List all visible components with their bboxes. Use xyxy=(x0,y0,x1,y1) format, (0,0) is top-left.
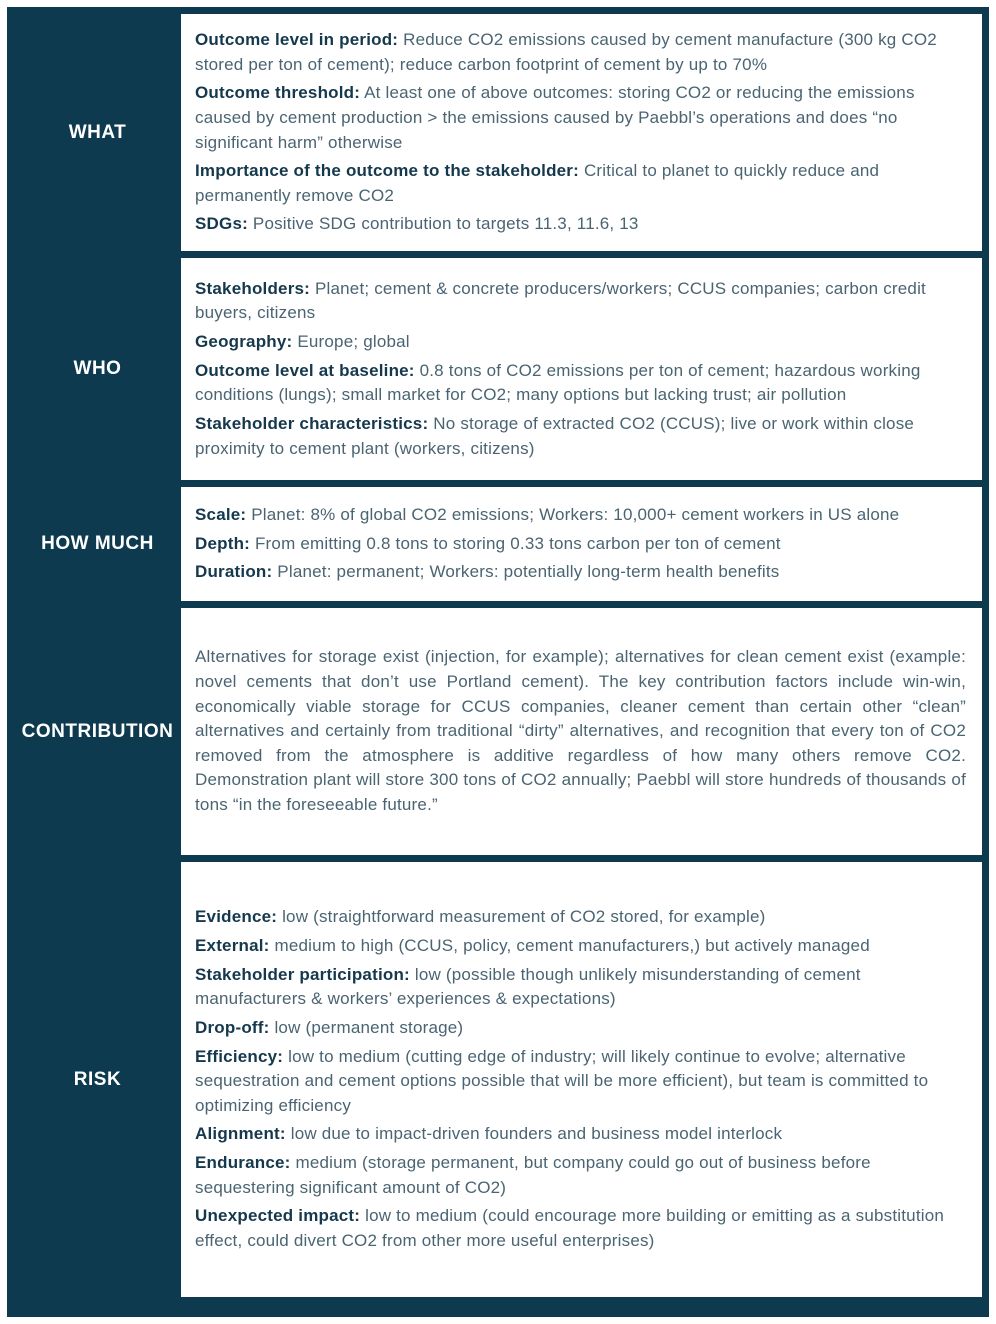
field-item xyxy=(195,1016,966,1041)
row-label-text: WHO xyxy=(73,358,122,379)
field-term: Evidence: xyxy=(195,907,278,927)
field-term: Stakeholder characteristics: xyxy=(195,413,429,433)
row-label-text: WHAT xyxy=(68,121,127,143)
field-term: Importance of the outcome to the stakeholder: xyxy=(195,161,579,181)
field-item xyxy=(195,963,966,1012)
field-term: Outcome level at baseline: xyxy=(195,360,415,380)
field-text: low due to impact-driven founders and business model interlock xyxy=(290,1124,783,1144)
field-text: From emitting 0.8 tons to storing 0.33 tons carbon per ton of cement xyxy=(254,533,781,553)
field-item xyxy=(195,1122,966,1147)
row-label-text: RISK xyxy=(73,1068,122,1090)
field-text: Alternatives for storage exist (injection, for example); alternatives for clean cement exist (example: novel cements that don’t use Portland cement). The key contribution factors include win-win, economically viable storage for CCUS companies, cleaner cement than certain other “clean” alternatives and certainly from traditional “dirty” alternatives, and recognition that every ton of CO2 removed from the atmosphere is additive regardless of how many others remove CO2. Demonstration plant will store 300 tons of CO2 annually; Paebbl will store hundreds of thousands of tons “in the foreseeable future.” xyxy=(195,647,966,815)
field-term: Duration: xyxy=(195,562,273,582)
field-term: External: xyxy=(195,935,270,955)
field-text: low to medium (cutting edge of industry; will likely continue to evolve; alternative sequestration and cement options possible that will be more efficient), but team is committed to optimizing efficiency xyxy=(195,1046,929,1115)
field-item xyxy=(195,159,966,208)
field-item xyxy=(195,905,966,930)
field-text: Reduce CO2 emissions caused by cement manufacture (300 kg CO2 stored per ton of cement); reduce carbon footprint of cement by up to 70% xyxy=(195,29,937,74)
field-text: Critical to planet to quickly reduce and permanently remove CO2 xyxy=(195,161,880,205)
table-row-what xyxy=(14,14,982,251)
field-text: Planet: permanent; Workers: potentially long-term health benefits xyxy=(277,562,780,582)
row-content-contribution xyxy=(181,608,982,855)
field-text: medium to high (CCUS, policy, cement manufacturers,) but actively managed xyxy=(274,935,870,955)
field-text: 0.8 tons of CO2 emissions per ton of cement; hazardous working conditions (lungs); small market for CO2; many options but lacking trust; air pollution xyxy=(195,360,921,405)
row-content-how-much xyxy=(181,487,982,601)
field-term: Unexpected impact: xyxy=(195,1206,361,1226)
field-text: Planet; cement & concrete producers/workers; CCUS companies; carbon credit buyers, citizens xyxy=(195,278,926,323)
table-row-risk xyxy=(14,862,982,1297)
field-item xyxy=(195,645,966,817)
field-item xyxy=(195,212,966,237)
field-text: low (permanent storage) xyxy=(274,1017,464,1037)
row-label-how-much xyxy=(14,487,181,601)
field-term: Endurance: xyxy=(195,1153,291,1173)
field-text: At least one of above outcomes: storing CO2 or reducing the emissions caused by cement production > the emissions caused by Paebbl’s operations and does “no significant harm” otherwise xyxy=(195,83,915,152)
field-term: Drop-off: xyxy=(195,1017,270,1037)
field-item xyxy=(195,1204,966,1253)
field-term: SDGs: xyxy=(195,214,248,234)
row-label-risk xyxy=(14,862,181,1297)
field-item xyxy=(195,277,966,326)
field-item xyxy=(195,412,966,461)
row-label-text: HOW MUCH xyxy=(41,533,154,554)
row-label-contribution xyxy=(14,608,181,855)
field-item xyxy=(195,81,966,155)
field-text: medium (storage permanent, but company could go out of business before sequestering significant amount of CO2) xyxy=(195,1153,871,1197)
field-term: Stakeholders: xyxy=(195,278,311,298)
field-term: Scale: xyxy=(195,505,247,525)
field-item xyxy=(195,560,966,585)
table-row-who xyxy=(14,258,982,480)
field-term: Alignment: xyxy=(195,1124,286,1144)
field-term: Outcome threshold: xyxy=(195,83,361,103)
table-row-contribution xyxy=(14,608,982,855)
field-term: Depth: xyxy=(195,533,251,553)
field-term: Efficiency: xyxy=(195,1046,284,1066)
field-text: low (straightforward measurement of CO2 stored, for example) xyxy=(282,907,766,927)
field-item xyxy=(195,28,966,77)
field-item xyxy=(195,532,966,557)
field-item xyxy=(195,1045,966,1119)
field-text: Planet: 8% of global CO2 emissions; Workers: 10,000+ cement workers in US alone xyxy=(251,505,900,525)
field-term: Stakeholder participation: xyxy=(195,964,410,984)
row-content-what xyxy=(181,14,982,251)
row-content-who xyxy=(181,258,982,480)
row-label-who xyxy=(14,258,181,480)
field-text: low (possible though unlikely misunderstanding of cement manufacturers & workers’ experiences & expectations) xyxy=(195,964,861,1009)
field-text: No storage of extracted CO2 (CCUS); live or work within close proximity to cement plant (workers, citizens) xyxy=(195,413,915,458)
field-text: Positive SDG contribution to targets 11.3, 11.6, 13 xyxy=(252,214,639,234)
field-item xyxy=(195,359,966,408)
row-label-what xyxy=(14,14,181,251)
field-term: Outcome level in period: xyxy=(195,29,399,49)
field-item xyxy=(195,934,966,959)
field-text: Europe; global xyxy=(297,332,410,352)
field-item xyxy=(195,503,966,528)
row-label-text: CONTRIBUTION xyxy=(21,720,174,742)
table-row-how-much xyxy=(14,487,982,601)
field-text: low to medium (could encourage more building or emitting as a substitution effect, could divert CO2 from other more useful enterprises) xyxy=(195,1206,945,1251)
row-content-risk xyxy=(181,862,982,1297)
field-item xyxy=(195,1151,966,1200)
field-term: Geography: xyxy=(195,332,293,352)
field-item xyxy=(195,330,966,355)
impact-table xyxy=(7,7,989,1317)
